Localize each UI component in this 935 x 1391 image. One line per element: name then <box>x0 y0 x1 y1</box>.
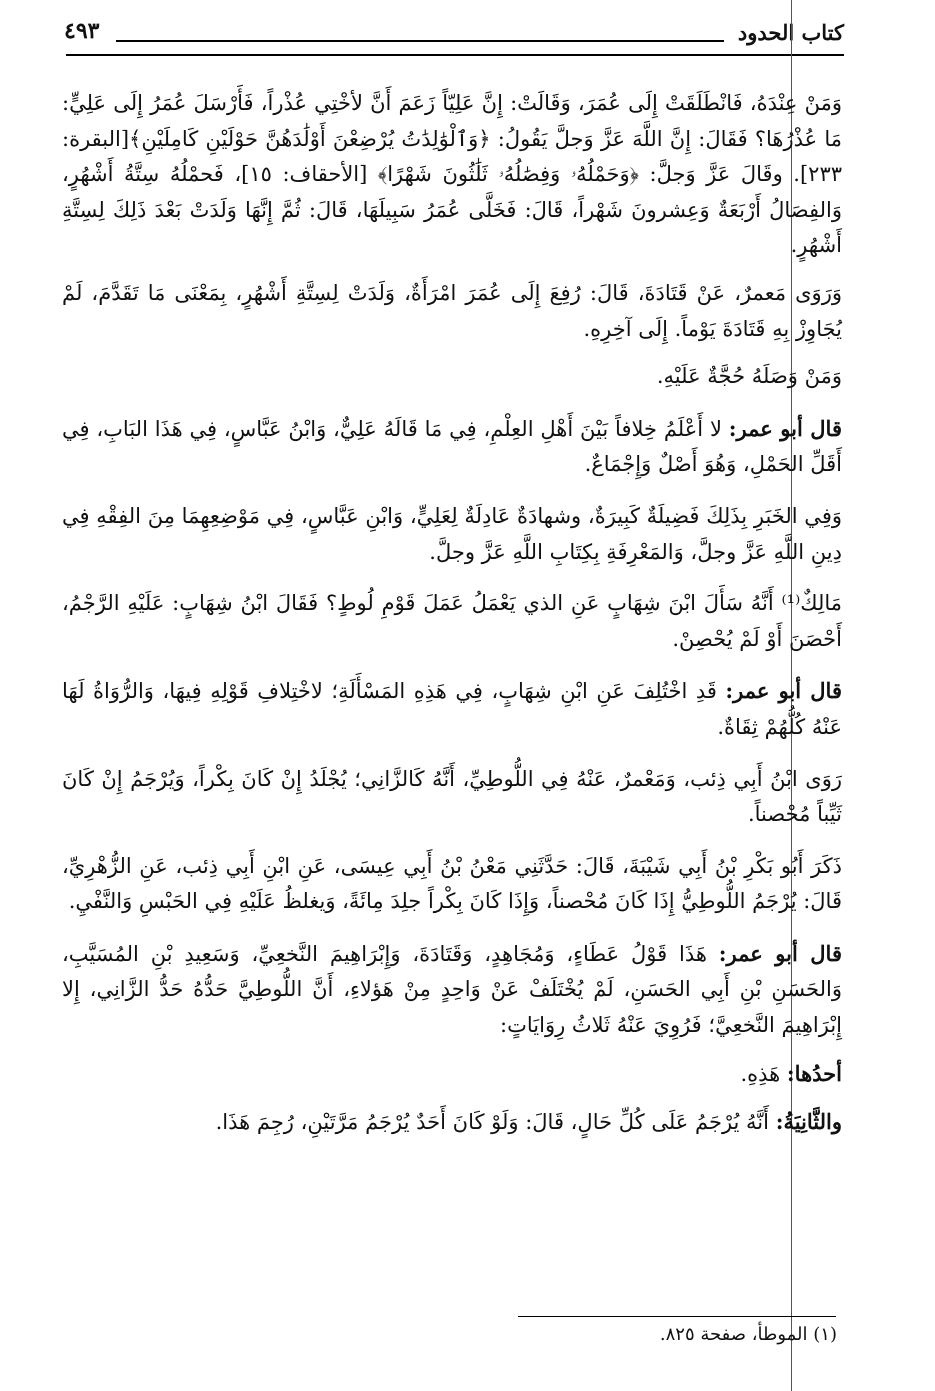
paragraph <box>62 411 842 483</box>
footnote-rule <box>518 1316 836 1317</box>
paragraph-text: هَذَا قَوْلُ عَطَاءٍ، وَمُجَاهِدٍ، وَقَتَادَةَ، وَإِبْرَاهِيمَ النَّخعِيِّ، وَسَعِيدِ بْنِ المُسَيَّبِ، وَالحَسَنِ بْنِ أَبِي الحَسَنِ، لَمْ يُخْتَلَفْ عَنْ وَاحِدٍ مِنْ هَؤلاءِ، أَنَّ اللُّوطِيَّ حَدُّهُ حَدُّ الزَّانِي، إِلا إِبْرَاهِيمَ النَّخعِيَّ؛ فَرُوِيَ عَنْهُ ثَلاثُ رِوَايَاتٍ: <box>62 941 842 1038</box>
paragraph <box>62 936 842 1044</box>
paragraph-text: رَوَى ابْنُ أَبِي ذِئب، وَمَعْمرٌ، عَنْهُ فِي اللُّوطِيِّ، أَنَّهُ كَالزَّانِي؛ يُجْلَدُ إِنْ كَانَ بِكْراً، وَيُرْجَمُ إِنْ كَانَ ثَيِّباً مُحْصناً. <box>62 766 842 827</box>
paragraph-text: هَذِهِ. <box>740 1061 781 1086</box>
paragraph <box>62 359 842 395</box>
paragraph <box>62 1104 842 1141</box>
paragraph-lead: والثَّانِيَةُ: <box>775 1109 842 1135</box>
paragraph <box>62 762 842 833</box>
paragraph-text: وَمَنْ وَصَلَهُ حُجَّةٌ عَلَيْهِ. <box>656 364 842 389</box>
paragraph-text: أَنَّهُ يُرْجَمُ عَلَى كُلِّ حَالٍ، قَالَ: وَلَوْ كَانَ أَحَدٌ يُرْجَمُ مَرَّتَيْنِ، رُجِمَ هَذَا. <box>215 1110 769 1135</box>
paragraph <box>62 499 842 570</box>
paragraph-lead: قال أبو عمر: <box>725 678 842 704</box>
paragraph-text: قَدِ اخْتُلِفَ عَنِ ابْنِ شِهَابٍ، فِي هَذِهِ المَسْأَلَةِ؛ لاخْتِلافِ قَوْلِهِ فِيهَا، وَالرُّوَاةُ لَهَا عَنْهُ كُلُّهُمْ ثِقَاةٌ. <box>62 679 842 739</box>
header-line <box>116 40 724 42</box>
page-header <box>64 14 844 54</box>
page-number: ٤٩٣ <box>64 18 100 44</box>
paragraph-text: مَالِكٌ⁽¹⁾ أَنَّهُ سَأَلَ ابْنَ شِهَابٍ عَنِ الذي يَعْمَلُ عَمَلَ قَوْمِ لُوطٍ؟ فَقَالَ ابْنُ شِهَابٍ: عَلَيْهِ الرَّجْمُ، أَحْصَنَ أَوْ لَمْ يُحْصِنْ. <box>62 591 842 651</box>
paragraph-lead: أحدُها: <box>786 1060 842 1086</box>
paragraph-text: وَفِي الخَبَرِ بِذَلِكَ فَضِيلَةٌ كَبِيرَةٌ، وشهادَةٌ عَادِلَةٌ لِعَلِيٍّ، وَابْنِ عَبَّاسٍ، فِي مَوْضِعِهِمَا مِنَ الفِقْهِ فِي دِينِ اللَّهِ عَزَّ وجلَّ، وَالمَعْرِفَةِ بِكِتَابِ اللَّهِ عَزَّ وجلَّ. <box>62 503 842 564</box>
paragraph-text: ذَكَرَ أَبُو بَكْرِ بْنُ أَبِي شَيْبَةَ، قَالَ: حَدَّثَنِي مَعْنُ بْنُ أَبِي عِيسَى، عَنِ ابْنِ أَبِي ذِئب، عَنِ الزُّهْرِيِّ، قَالَ: يُرْجَمُ اللُّوطِيُّ إِذَا كَانَ مُحْصناً، وَإِذَا كَانَ بِكْراً جلِدَ مِائَةً، وَيغلظُ عَلَيْهِ فِي الحَبْسِ وَالنَّفْيِ. <box>62 853 842 914</box>
paragraph-text: لا أَعْلَمُ خِلافاً بَيْنَ أَهْلِ العِلْمِ، فِي مَا قَالَهُ عَلِيٌّ، وَابْنُ عَبَّاسٍ، فِي هَذَا البَابِ، فِي أَقَلِّ الحَمْلِ، وَهُوَ أَصْلٌ وَإِجْمَاعٌ. <box>62 416 842 477</box>
paragraph <box>62 673 842 745</box>
paragraph <box>62 276 842 347</box>
footnote: (١) الموطأ، صفحة ٨٢٥. <box>659 1324 837 1345</box>
paragraph <box>62 849 842 920</box>
book-title: كتاب الحدود <box>737 20 844 45</box>
paragraph <box>62 86 842 264</box>
paragraph <box>62 1056 842 1093</box>
page-body <box>62 86 842 1153</box>
paragraph-text: وَمَنْ عِنْدَهُ، فَانْطَلَقَتْ إِلَى عُمَرَ، وَقَالَتْ: إِنَّ عَلِيّاً زَعَمَ أَنَّ لأخْتِي عُذْراً، فَأَرْسَلَ عُمَرُ إِلَى عَلِيٍّ: مَا عُذْرُهَا؟ فَقَالَ: إِنَّ اللَّهَ عَزَّ وَجلَّ يَقُولُ: ﴿وَٱلْوَٰلِدَٰتُ يُرْضِعْنَ أَوْلَٰدَهُنَّ حَوْلَيْنِ كَامِلَيْنِ﴾[البقرة: ٢٣٣]. وقَالَ عَزَّ وَجلَّ: ﴿وَحَمْلُهُۥ وَفِصَٰلُهُۥ ثَلَٰثُونَ شَهْرًا﴾ [الأحقاف: ١٥]، فَحمْلُهُ سِتَّةُ أَشْهُرٍ، وَالفِصَالُ أَرْبَعَةٌ وَعِشرونَ شَهْراً، قَالَ: فَخَلَّى عُمَرُ سَبِيلَهَا، قَالَ: ثُمَّ إِنَّهَا وَلَدَتْ بَعْدَ ذَلِكَ لِسِتَّةِ أَشْهُرٍ. <box>62 91 843 258</box>
paragraph-lead: قال أبو عمر: <box>718 940 842 966</box>
paragraph-lead: قال أبو عمر: <box>728 415 842 441</box>
paragraph-text: وَرَوَى مَعمرٌ، عَنْ قَتَادَةَ، قَالَ: رُفِعَ إِلَى عُمَرَ امْرَأَةٌ، وَلَدَتْ لِسِتَّةِ أَشْهُرٍ، بِمَعْنَى مَا تَقَدَّمَ، لَمْ يُجَاوِزْ بِهِ قَتَادَةَ يَوْماً. إِلَى آخِرِهِ. <box>62 280 842 341</box>
paragraph <box>62 586 842 657</box>
header-rule <box>66 54 844 56</box>
